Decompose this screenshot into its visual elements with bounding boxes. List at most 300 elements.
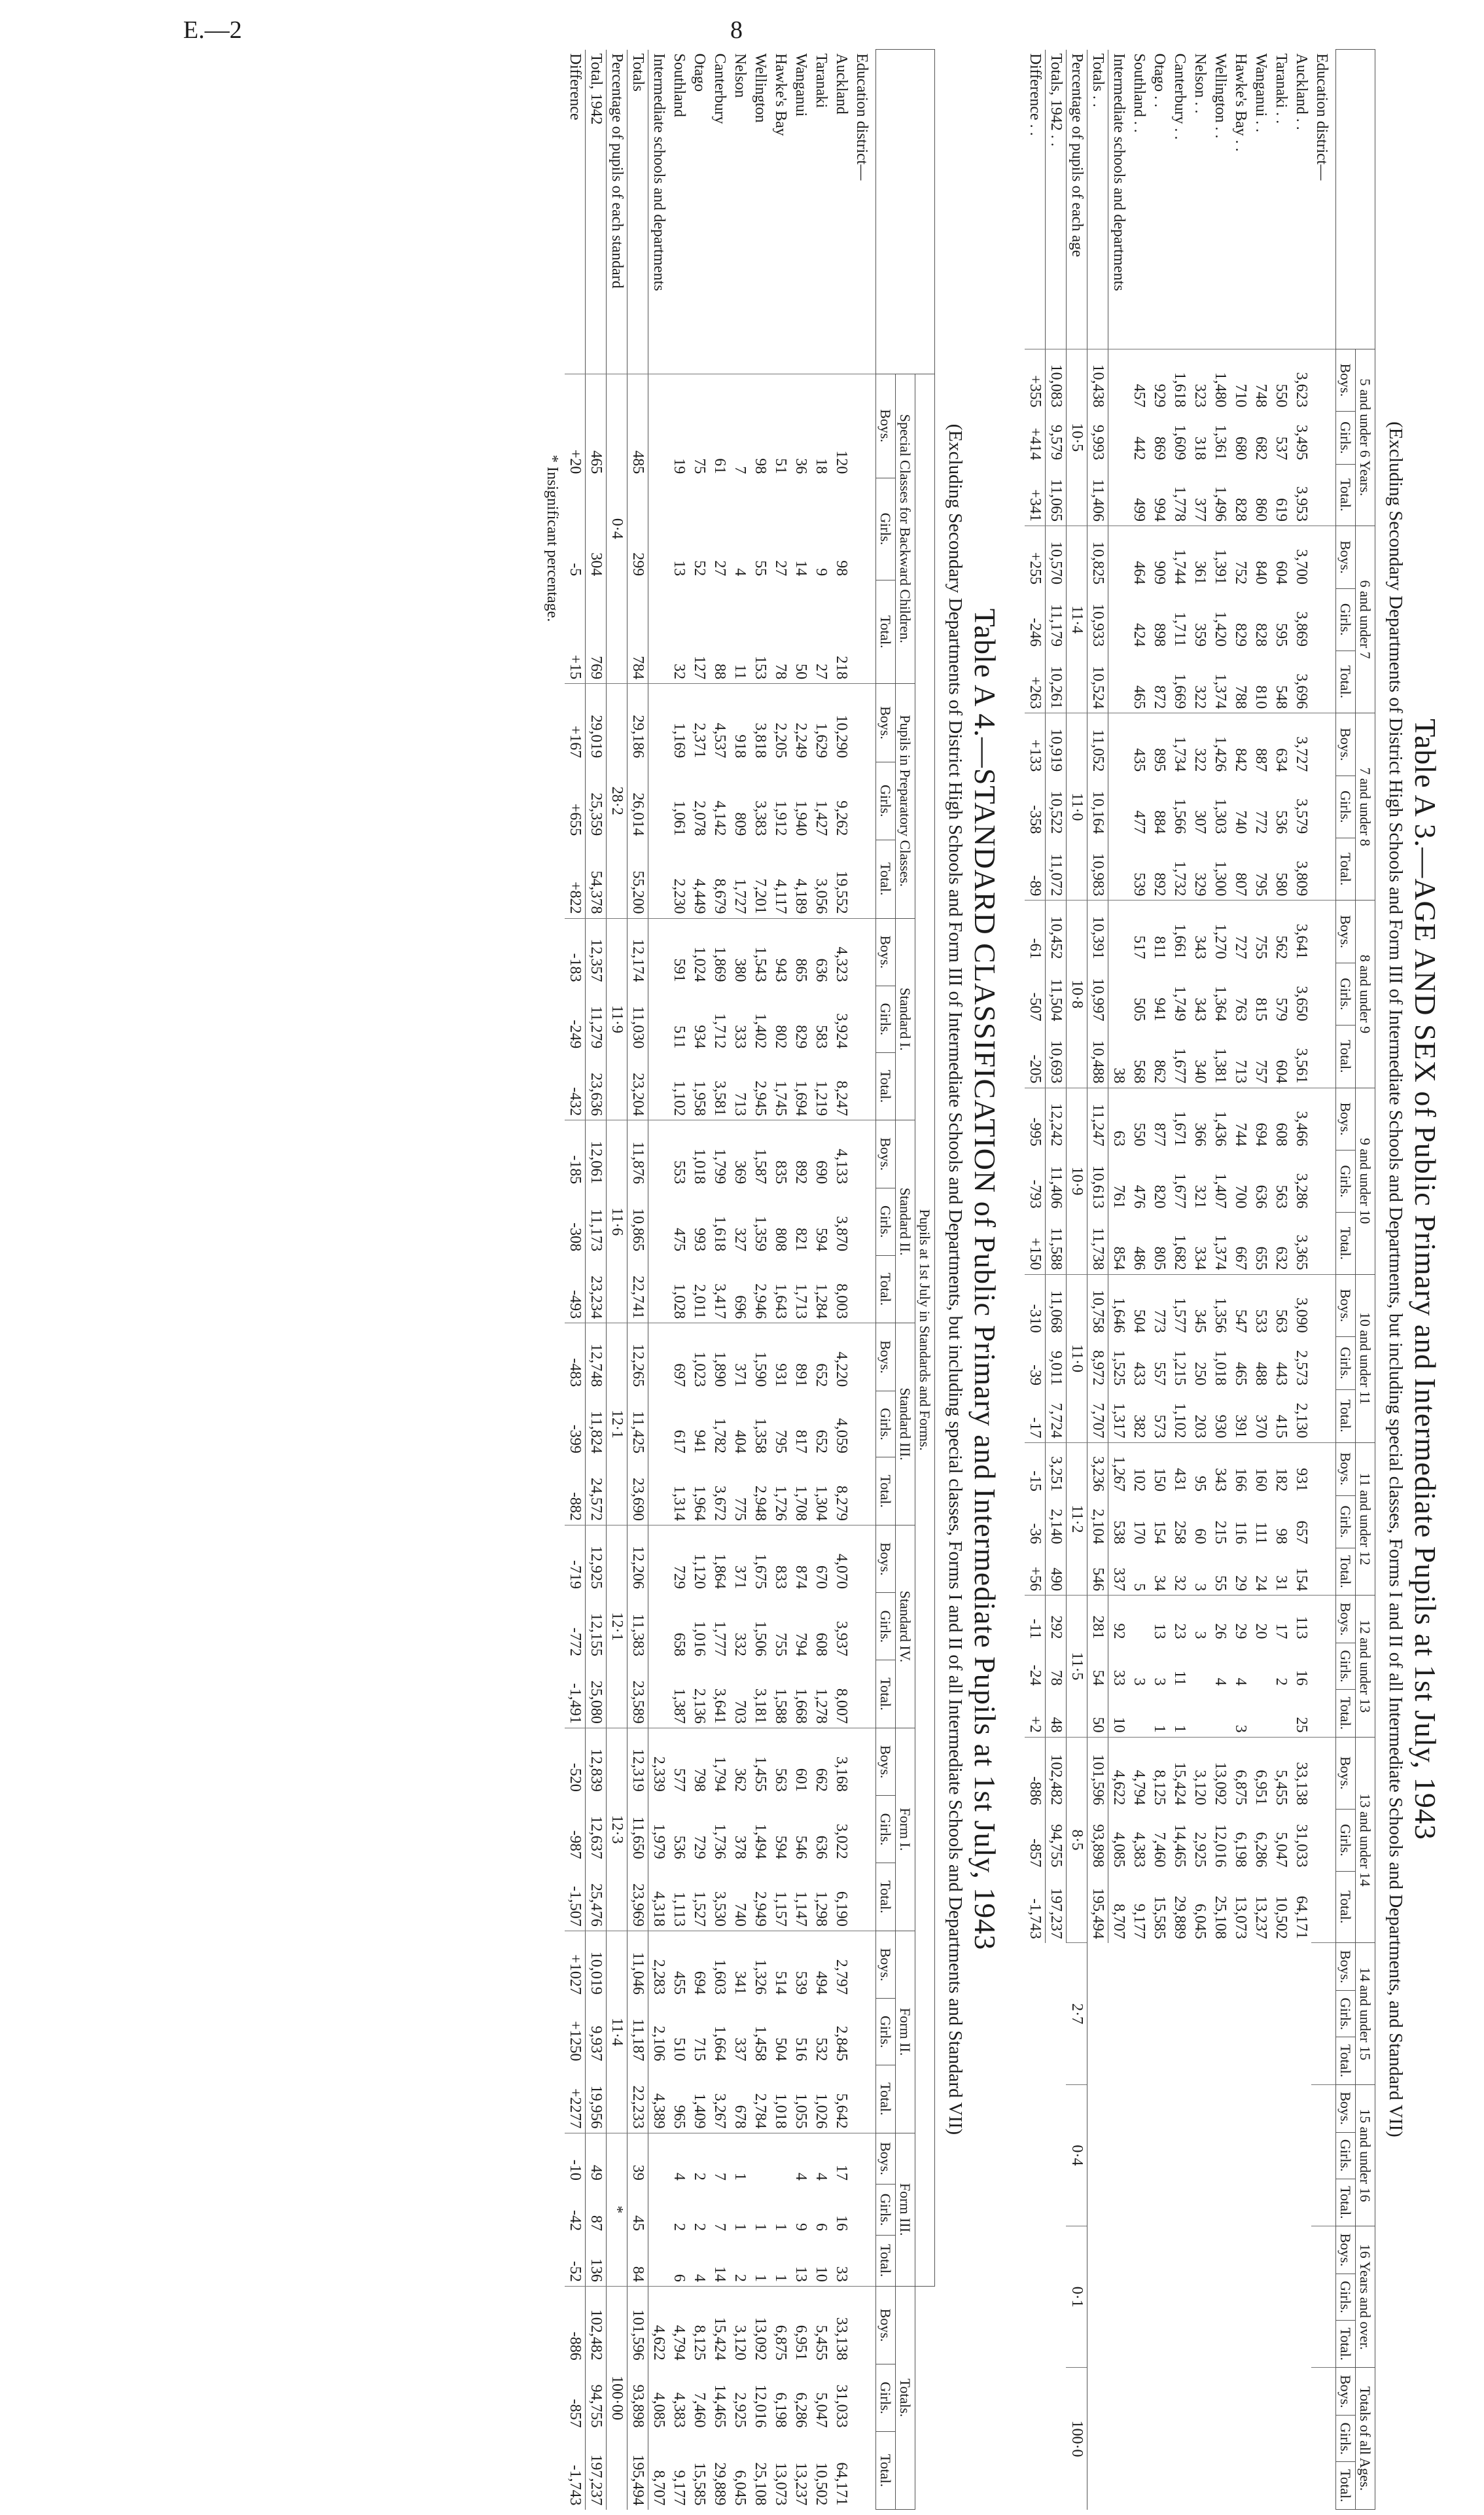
- data-cell: [1271, 1690, 1291, 1737]
- data-cell: 568: [1131, 1060, 1148, 1084]
- data-cell: 763: [1232, 997, 1249, 1022]
- data-cell: 304: [586, 478, 607, 580]
- table-row: [1210, 50, 1230, 2510]
- table-a3: [1025, 49, 1375, 2510]
- data-cell: -882: [565, 1457, 586, 1525]
- data-cell: [648, 986, 669, 1053]
- totals-1942-row: [586, 50, 607, 2510]
- data-cell: 318: [1192, 437, 1209, 461]
- group-header: 13 and under 14: [1356, 1737, 1375, 1943]
- data-cell: 809: [732, 812, 749, 836]
- data-cell: 1: [730, 2133, 750, 2185]
- data-cell: 1: [752, 2274, 769, 2282]
- data-cell: 18: [811, 374, 831, 478]
- sub-header: Boys.: [1336, 2226, 1356, 2274]
- sub-header: Total.: [1336, 1389, 1356, 1442]
- sub-header: Boys.: [876, 1931, 896, 1999]
- empty-cell: [851, 1052, 876, 1120]
- data-cell: -205: [1025, 1025, 1046, 1088]
- data-cell: 1,525: [1110, 1350, 1127, 1386]
- data-cell: 54,378: [586, 840, 607, 918]
- data-cell: 11,824: [586, 1391, 607, 1457]
- data-cell: 464: [1129, 526, 1149, 589]
- data-cell: +263: [1025, 651, 1046, 713]
- data-cell: 1,629: [811, 684, 831, 762]
- data-cell: 12,016: [1212, 1824, 1229, 1868]
- data-cell: 1,215: [1171, 1350, 1188, 1386]
- data-cell: 918: [730, 684, 750, 762]
- data-cell: 9,011: [1046, 1337, 1067, 1389]
- data-cell: +2: [1025, 1690, 1046, 1737]
- empty-cell: [851, 1931, 876, 1999]
- data-cell: -987: [565, 1796, 586, 1863]
- empty-cell: [851, 374, 876, 478]
- data-cell: 17: [1271, 1596, 1291, 1643]
- data-cell: 52: [691, 560, 708, 577]
- table-row: [1129, 50, 1149, 2510]
- data-cell: 577: [669, 1728, 689, 1796]
- data-cell: 116: [1232, 1521, 1249, 1544]
- data-cell: 9,177: [671, 2470, 688, 2506]
- data-cell: 166: [1230, 1442, 1250, 1495]
- totals-1942-row: [1046, 50, 1067, 2510]
- data-cell: 533: [1250, 1274, 1271, 1337]
- data-cell: 3,120: [1190, 1737, 1210, 1809]
- data-cell: 33: [833, 2266, 850, 2282]
- group-header: Standard II.: [896, 1120, 915, 1323]
- data-cell: 2: [689, 2133, 709, 2185]
- data-cell: 3,623: [1291, 349, 1311, 412]
- data-cell: 4,383: [1131, 1832, 1148, 1868]
- data-cell: 11,052: [1087, 713, 1108, 776]
- data-cell: [648, 1593, 669, 1660]
- data-cell: [1108, 464, 1129, 526]
- data-cell: 1,587: [750, 1120, 770, 1188]
- data-cell: 729: [669, 1525, 689, 1593]
- data-cell: 154: [1151, 1520, 1168, 1544]
- group-header: Form II.: [896, 1931, 915, 2133]
- data-cell: -183: [565, 918, 586, 986]
- row-label: Percentage of pupils of each standard: [607, 50, 627, 374]
- data-cell: 12,155: [586, 1593, 607, 1660]
- sub-header: Boys.: [1336, 526, 1356, 589]
- data-cell: 323: [1190, 349, 1210, 412]
- data-cell: 884: [1151, 810, 1168, 834]
- data-cell: 930: [1212, 1414, 1229, 1438]
- data-cell: 32: [1171, 1575, 1188, 1592]
- table-a4-footnote: * Insignificant percentage.: [544, 455, 561, 622]
- data-cell: 2,949: [752, 1891, 769, 1927]
- data-cell: 1,420: [1212, 611, 1229, 647]
- data-cell: 546: [1087, 1548, 1108, 1595]
- data-cell: 218: [833, 656, 850, 680]
- data-cell: 517: [1129, 901, 1149, 963]
- data-cell: 98: [1273, 1528, 1290, 1544]
- data-cell: 39: [627, 2133, 648, 2185]
- data-cell: +822: [565, 840, 586, 918]
- data-cell: -857: [1025, 1809, 1046, 1871]
- data-cell: 1: [772, 2223, 789, 2232]
- data-cell: +414: [1025, 412, 1046, 464]
- data-cell: 361: [1190, 526, 1210, 589]
- data-cell: 3,383: [752, 800, 769, 836]
- data-cell: 1,506: [752, 1620, 769, 1656]
- data-cell: 404: [732, 1429, 749, 1454]
- data-cell: 655: [1252, 1246, 1269, 1270]
- empty-cell: [851, 1188, 876, 1255]
- percentage-cell: 0·4: [607, 374, 627, 684]
- empty-cell: [1311, 1274, 1336, 1337]
- data-cell: 943: [770, 918, 790, 986]
- data-cell: 2,130: [1293, 1402, 1310, 1438]
- data-cell: 11,504: [1046, 963, 1067, 1025]
- sub-header: Total.: [1336, 2321, 1356, 2368]
- empty-cell: [1311, 963, 1336, 1025]
- data-cell: 2,078: [691, 800, 708, 836]
- data-cell: 13: [1149, 1596, 1169, 1643]
- table-a4-section: [543, 49, 1002, 2510]
- group-header: Standard IV.: [896, 1525, 915, 1728]
- group-header: 15 and under 16: [1356, 2084, 1375, 2226]
- data-cell: 343: [1190, 901, 1210, 963]
- data-cell: 808: [772, 1228, 789, 1252]
- data-cell: 23: [1169, 1596, 1190, 1643]
- data-cell: 11: [1171, 1670, 1188, 1686]
- data-cell: -1,507: [565, 1863, 586, 1931]
- data-cell: 10,524: [1087, 651, 1108, 713]
- group-header: Standard I.: [896, 918, 915, 1120]
- row-label: Wellington . .: [1212, 53, 1229, 139]
- data-cell: 371: [730, 1323, 750, 1391]
- percentage-cell: 11·2: [1067, 1442, 1087, 1596]
- empty-cell: [1311, 2037, 1336, 2084]
- sub-header: Boys.: [1336, 2084, 1356, 2132]
- page-number: 8: [730, 16, 743, 44]
- empty-cell: [851, 1796, 876, 1863]
- data-cell: -995: [1025, 1088, 1046, 1150]
- data-cell: 12,265: [627, 1323, 648, 1391]
- data-cell: 1,381: [1212, 1048, 1229, 1084]
- data-cell: 154: [1293, 1567, 1310, 1592]
- empty-cell: [851, 1255, 876, 1323]
- data-cell: 795: [1252, 872, 1269, 897]
- table-row: [770, 50, 790, 2510]
- data-cell: 15,585: [691, 2462, 708, 2506]
- data-cell: 634: [1271, 713, 1291, 776]
- data-cell: 994: [1151, 498, 1168, 522]
- data-cell: 3,286: [1293, 1173, 1310, 1209]
- data-cell: 511: [671, 1026, 688, 1049]
- data-cell: 563: [770, 1728, 790, 1796]
- group-header: 6 and under 7: [1356, 526, 1375, 713]
- data-cell: 1,782: [711, 1418, 728, 1454]
- data-cell: 1,713: [792, 1283, 809, 1319]
- data-cell: 433: [1131, 1362, 1148, 1386]
- data-cell: -520: [565, 1728, 586, 1796]
- data-cell: 892: [790, 1120, 811, 1188]
- data-cell: 435: [1129, 713, 1149, 776]
- data-cell: 10,452: [1046, 901, 1067, 963]
- data-cell: [648, 762, 669, 840]
- sub-header: Boys.: [1336, 1943, 1356, 1991]
- data-cell: 583: [813, 1025, 830, 1049]
- data-cell: 4,622: [1108, 1737, 1129, 1809]
- data-cell: 3,056: [813, 878, 830, 914]
- data-cell: 636: [811, 918, 831, 986]
- data-cell: +20: [565, 374, 586, 478]
- sub-header: Girls.: [1336, 963, 1356, 1025]
- empty-cell: [851, 1660, 876, 1728]
- data-cell: 798: [689, 1728, 709, 1796]
- data-cell: 3,870: [833, 1216, 850, 1252]
- empty-cell: [1311, 588, 1336, 651]
- empty-cell: [1311, 1150, 1336, 1213]
- difference-row: [1025, 50, 1046, 2510]
- data-cell: 1,147: [792, 1891, 809, 1927]
- super-header: Pupils at 1st July in Standards and Forms.: [915, 374, 935, 2286]
- data-cell: 652: [813, 1429, 830, 1454]
- data-cell: 9,262: [833, 800, 850, 836]
- data-cell: 1,494: [752, 1823, 769, 1859]
- data-cell: 891: [790, 1323, 811, 1391]
- row-label: Wellington: [752, 53, 769, 123]
- data-cell: -15: [1025, 1442, 1046, 1495]
- data-cell: +15: [565, 580, 586, 683]
- empty-cell: [851, 1728, 876, 1796]
- data-cell: 514: [770, 1931, 790, 1999]
- data-cell: 2,136: [691, 1688, 708, 1724]
- sub-header: Boys.: [876, 2133, 896, 2185]
- data-cell: 1,646: [1108, 1274, 1129, 1337]
- data-cell: [1108, 412, 1129, 464]
- data-cell: 5,455: [811, 2286, 831, 2364]
- data-cell: 682: [1252, 437, 1269, 461]
- data-cell: [648, 580, 669, 683]
- data-cell: 11,173: [586, 1188, 607, 1255]
- data-cell: 11,383: [627, 1593, 648, 1660]
- corner-cell: [1336, 50, 1375, 349]
- section-label-row: [1311, 50, 1336, 2510]
- empty-cell: [1311, 2084, 1336, 2132]
- data-cell: [648, 1525, 669, 1593]
- group-header: 12 and under 13: [1356, 1596, 1375, 1737]
- sub-header: Girls.: [1336, 1809, 1356, 1871]
- rotated-page-content: [10, 49, 1443, 2510]
- data-cell: 1,794: [709, 1728, 730, 1796]
- data-cell: 2,573: [1293, 1350, 1310, 1386]
- data-cell: 1,669: [1171, 673, 1188, 709]
- data-cell: 547: [1230, 1274, 1250, 1337]
- sub-header: Boys.: [1336, 2368, 1356, 2416]
- row-label: Total, 1942: [586, 50, 607, 374]
- data-cell: 6: [671, 2274, 688, 2282]
- data-cell: 4: [811, 2133, 831, 2185]
- data-cell: 50: [792, 664, 809, 680]
- row-label: Southland: [671, 53, 688, 117]
- data-cell: 153: [752, 656, 769, 680]
- data-cell: 1,028: [671, 1283, 688, 1319]
- data-cell: 11,279: [586, 986, 607, 1053]
- data-cell: 4: [669, 2133, 689, 2185]
- sub-header: Boys.: [1336, 901, 1356, 963]
- sub-header: Boys.: [1336, 713, 1356, 776]
- data-cell: 3,120: [730, 2286, 750, 2364]
- group-header: Form III.: [896, 2133, 915, 2286]
- data-cell: 24: [1252, 1575, 1269, 1592]
- empty-cell: [1311, 1495, 1336, 1548]
- row-label: Wanganui . .: [1252, 53, 1269, 133]
- data-cell: 13,092: [1210, 1737, 1230, 1809]
- sub-header: Total.: [1336, 2037, 1356, 2084]
- data-cell: 3,700: [1291, 526, 1311, 589]
- data-cell: 1,744: [1169, 526, 1190, 589]
- data-cell: 13,073: [772, 2462, 789, 2506]
- data-cell: 580: [1273, 872, 1290, 897]
- data-cell: 10,164: [1087, 776, 1108, 838]
- header-row-super: [915, 50, 935, 2510]
- group-header: 14 and under 15: [1356, 1943, 1375, 2084]
- group-header: Special Classes for Backward Children.: [896, 374, 915, 684]
- data-cell: 1,711: [1171, 612, 1188, 647]
- data-cell: 1,061: [671, 800, 688, 836]
- data-cell: 1,736: [711, 1823, 728, 1859]
- data-cell: 877: [1149, 1088, 1169, 1150]
- sub-header: Girls.: [1336, 1337, 1356, 1389]
- data-cell: 15,585: [1151, 1895, 1168, 1939]
- data-cell: 5,047: [1273, 1832, 1290, 1868]
- data-cell: 197,237: [586, 2432, 607, 2510]
- data-cell: 934: [691, 1025, 708, 1049]
- sub-header: Total.: [876, 1863, 896, 1931]
- data-cell: 773: [1149, 1274, 1169, 1337]
- data-cell: -11: [1025, 1596, 1046, 1643]
- data-cell: 636: [1252, 1185, 1269, 1209]
- table-row: [730, 50, 750, 2510]
- data-cell: 11,406: [1046, 1150, 1067, 1213]
- empty-cell: [1311, 1025, 1336, 1088]
- data-cell: 9,937: [586, 1999, 607, 2065]
- data-cell: 329: [1192, 872, 1209, 897]
- data-cell: 1,668: [792, 1688, 809, 1724]
- data-cell: 1: [772, 2274, 789, 2282]
- data-cell: 12,319: [627, 1728, 648, 1796]
- data-cell: 667: [1232, 1246, 1249, 1270]
- data-cell: 32: [671, 664, 688, 680]
- data-cell: 431: [1169, 1442, 1190, 1495]
- data-cell: 810: [1252, 685, 1269, 709]
- data-cell: 539: [1131, 872, 1148, 897]
- data-cell: 821: [792, 1228, 809, 1252]
- sub-header: Boys.: [876, 1728, 896, 1796]
- data-cell: 27: [711, 560, 728, 577]
- data-cell: 1,361: [1212, 425, 1229, 461]
- data-cell: 1,364: [1212, 986, 1229, 1022]
- data-cell: 563: [1271, 1274, 1291, 1337]
- data-cell: 19: [669, 374, 689, 478]
- data-cell: 24,572: [586, 1457, 607, 1525]
- data-cell: 510: [671, 2037, 688, 2061]
- data-cell: [1250, 1690, 1271, 1737]
- data-cell: 45: [627, 2185, 648, 2235]
- data-cell: -42: [565, 2185, 586, 2235]
- table-a3-section: [1025, 49, 1443, 2510]
- data-cell: 11,876: [627, 1120, 648, 1188]
- empty-cell: [1311, 1737, 1336, 1809]
- data-cell: 370: [1252, 1414, 1269, 1438]
- empty-cell: [851, 2432, 876, 2510]
- percentage-cell: *: [607, 2133, 627, 2286]
- data-cell: 6,286: [1252, 1832, 1269, 1868]
- data-cell: 1,219: [813, 1080, 830, 1116]
- sub-header: Total.: [876, 2065, 896, 2133]
- empty-cell: [851, 2286, 876, 2364]
- empty-cell: [1311, 1213, 1336, 1275]
- data-cell: 8,003: [833, 1283, 850, 1319]
- data-cell: 8,279: [833, 1485, 850, 1521]
- data-cell: 22,741: [627, 1255, 648, 1323]
- data-cell: 829: [1232, 623, 1249, 647]
- table-row: [689, 50, 709, 2510]
- data-cell: 14: [711, 2266, 728, 2282]
- table-row: [1190, 50, 1210, 2510]
- data-cell: 658: [671, 1632, 688, 1656]
- data-cell: 33: [1110, 1669, 1127, 1686]
- data-cell: 539: [790, 1931, 811, 1999]
- data-cell: 4,389: [650, 2093, 667, 2129]
- data-cell: 4,059: [833, 1418, 850, 1454]
- data-cell: 694: [1250, 1088, 1271, 1150]
- data-cell: 10,502: [1273, 1895, 1290, 1939]
- data-cell: 1,407: [1212, 1173, 1229, 1209]
- empty-cell: [851, 1457, 876, 1525]
- data-cell: 594: [813, 1228, 830, 1252]
- empty-cell: [1311, 1643, 1336, 1690]
- data-cell: 54: [1087, 1643, 1108, 1690]
- row-label: Auckland: [833, 53, 850, 115]
- data-cell: 1,577: [1169, 1274, 1190, 1337]
- data-cell: +341: [1025, 464, 1046, 526]
- sub-header: Total.: [1336, 1025, 1356, 1088]
- data-cell: 60: [1192, 1528, 1209, 1544]
- data-cell: 362: [730, 1728, 750, 1796]
- data-cell: 29: [1232, 1575, 1249, 1592]
- data-cell: 854: [1110, 1246, 1127, 1270]
- data-cell: 8,247: [833, 1080, 850, 1116]
- data-cell: -1,491: [565, 1660, 586, 1728]
- sub-header: Total.: [1336, 2179, 1356, 2226]
- data-cell: 332: [732, 1632, 749, 1656]
- data-cell: 12,174: [627, 918, 648, 986]
- data-cell: 553: [669, 1120, 689, 1188]
- data-cell: 4: [691, 2274, 708, 2282]
- empty-cell: [851, 684, 876, 762]
- section-label: Education district—: [1313, 53, 1330, 181]
- sub-header: Girls.: [876, 762, 896, 840]
- sub-header: Total.: [1336, 464, 1356, 526]
- data-cell: 591: [669, 918, 689, 986]
- data-cell: 3,530: [711, 1891, 728, 1927]
- data-cell: 14,465: [711, 2384, 728, 2428]
- table-row: [1250, 50, 1271, 2510]
- data-cell: 98: [833, 560, 850, 577]
- data-cell: 250: [1192, 1362, 1209, 1386]
- data-cell: -507: [1025, 963, 1046, 1025]
- table-row: [1271, 50, 1291, 2510]
- sub-header: Total.: [1336, 838, 1356, 901]
- data-cell: 11,588: [1046, 1213, 1067, 1275]
- data-cell: 23,589: [627, 1660, 648, 1728]
- data-cell: 594: [772, 1835, 789, 1859]
